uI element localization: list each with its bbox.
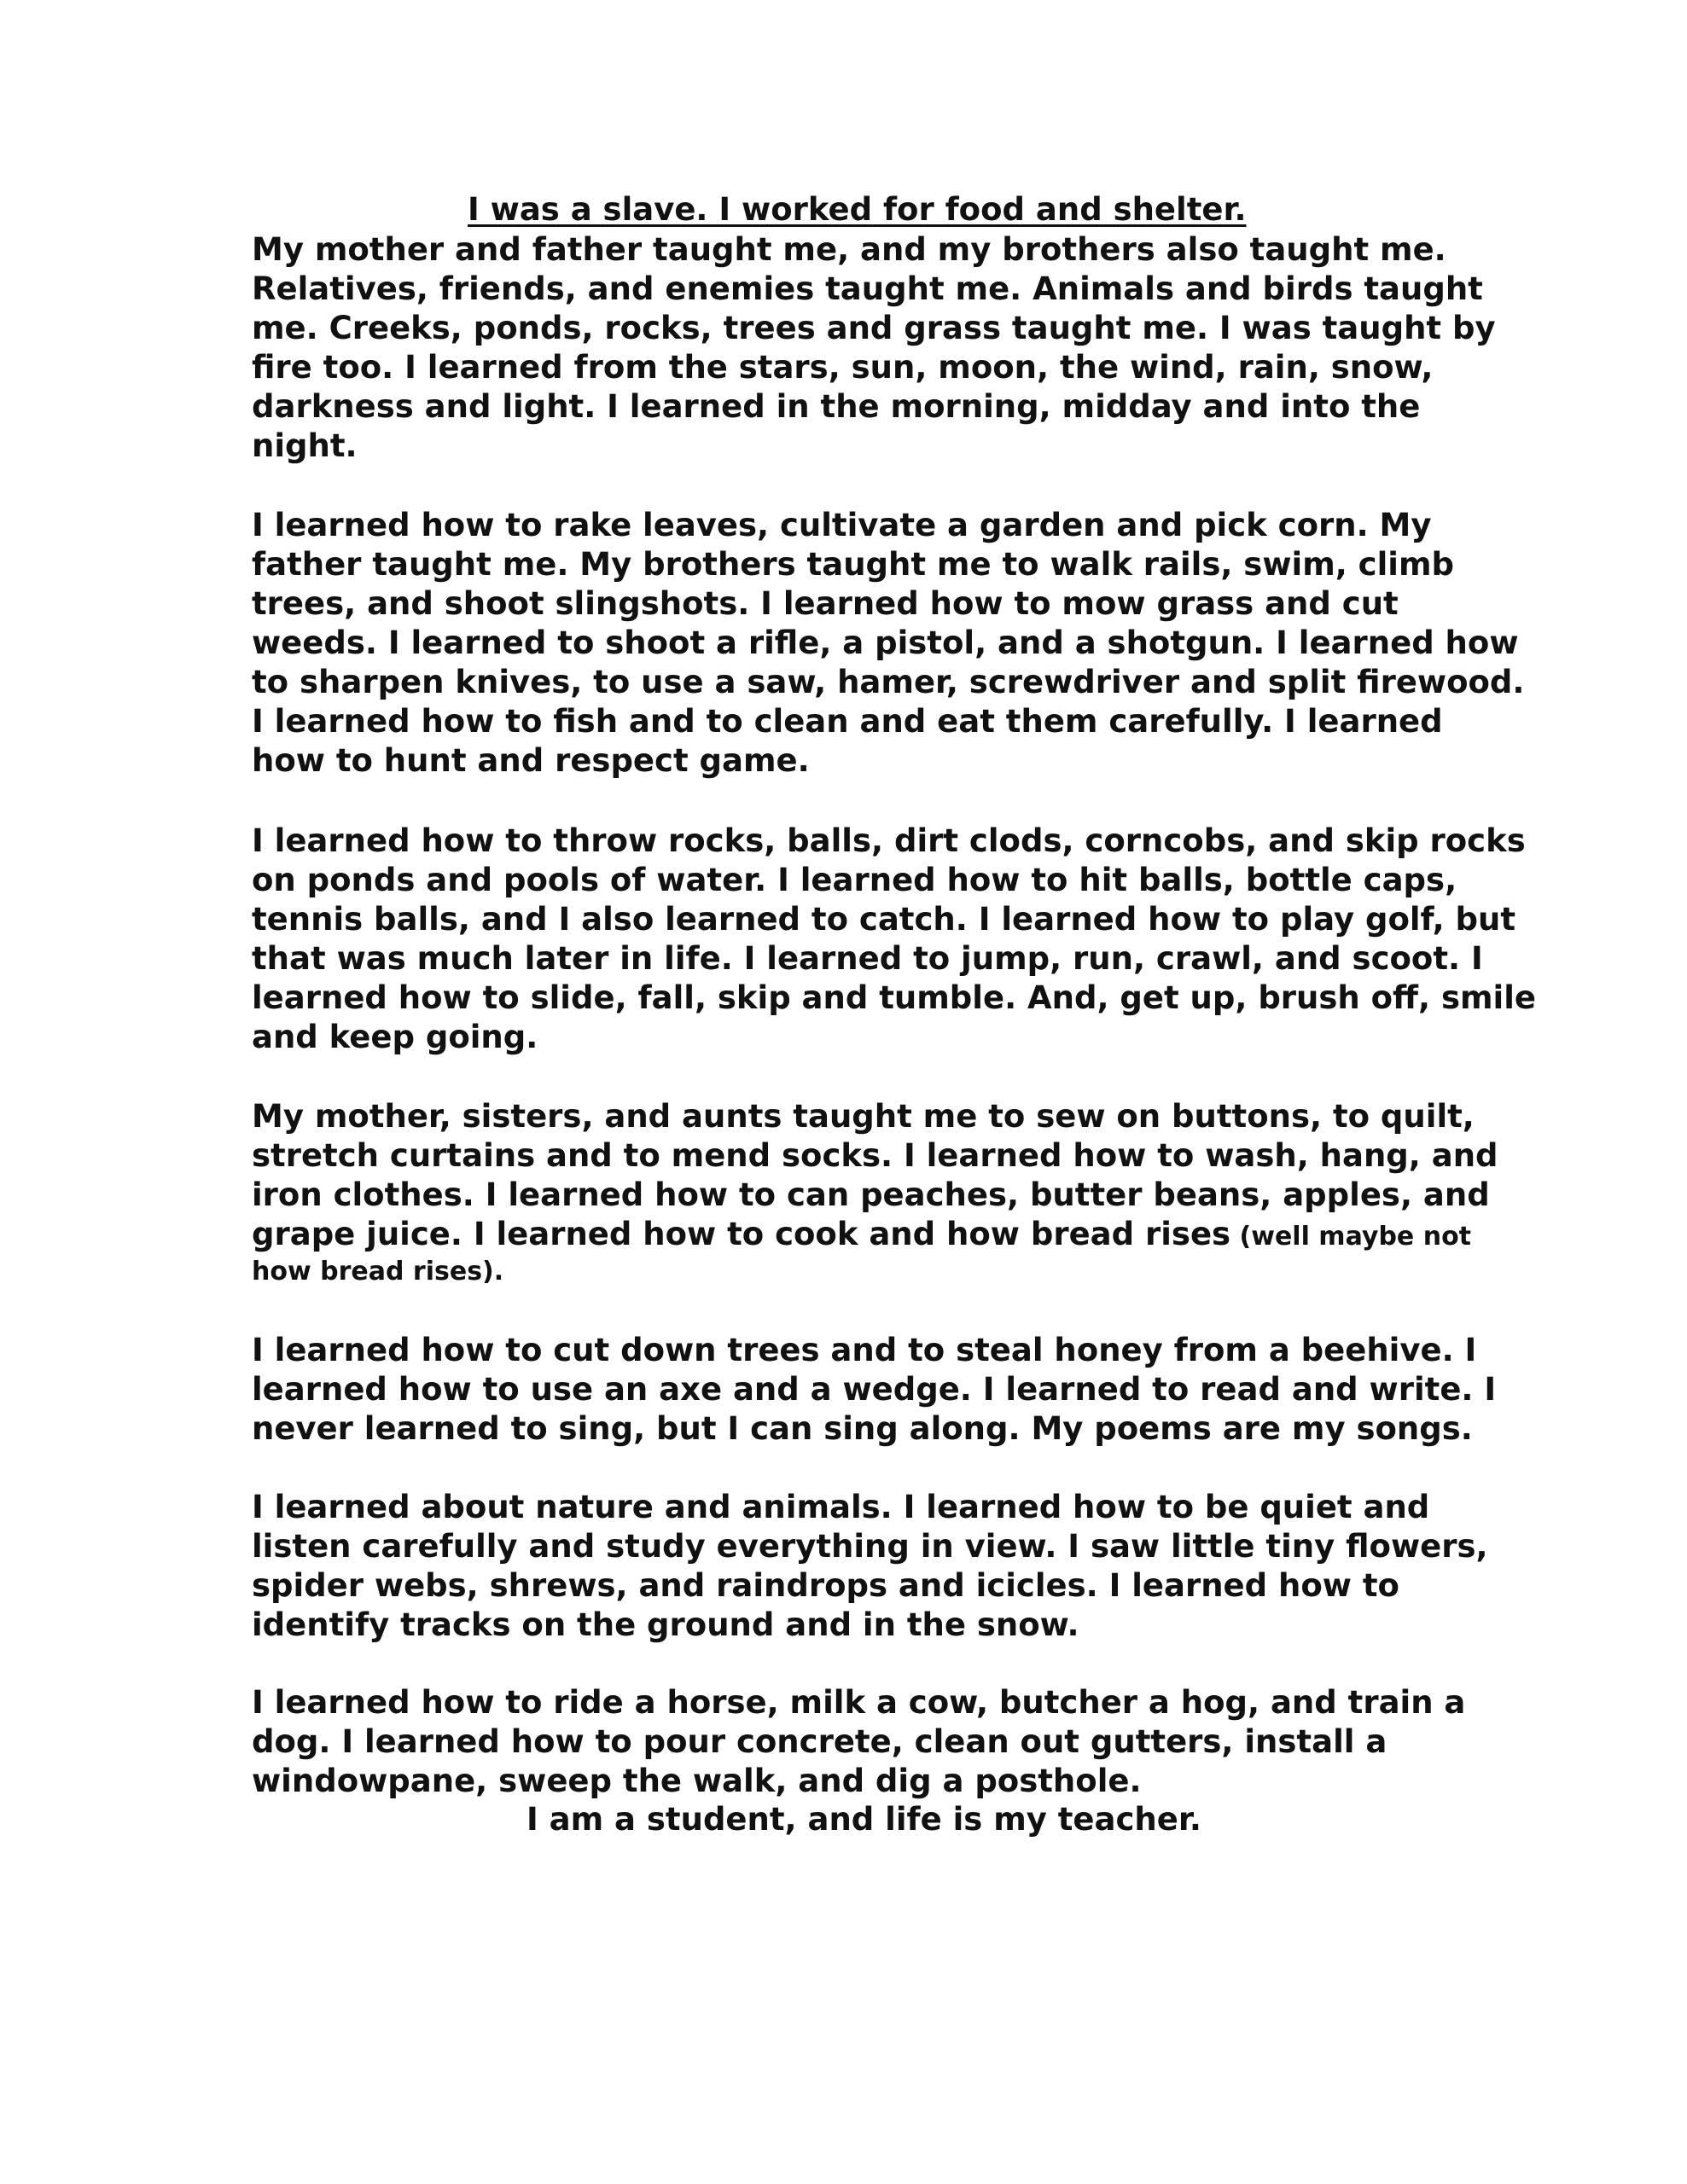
paragraph-1-line-6: night. [252,427,358,464]
paragraph-5-line-1: I learned how to cut down trees and to steal honey from a beehive. I [252,1332,1477,1368]
paragraph-2-line-2: father taught me. My brothers taught me to walk rails, swim, climb [252,546,1455,583]
paragraph-6-line-2: listen carefully and study everything in view. I saw little tiny flowers, [252,1528,1488,1565]
closing-line: I am a student, and life is my teacher. [526,1801,1201,1838]
paragraph-2-line-4: weeds. I learned to shoot a rifle, a pistol, and a shotgun. I learned how [252,624,1519,661]
paragraph-5-line-3: never learned to sing, but I can sing along. My poems are my songs. [252,1410,1473,1447]
paragraph-4-aside-end: how bread rises). [252,1257,504,1287]
paragraph-2-line-5: to sharpen knives, to use a saw, hamer, screwdriver and split firewood. [252,664,1525,700]
paragraph-3-line-1: I learned how to throw rocks, balls, dirt clods, corncobs, and skip rocks [252,822,1526,859]
paragraph-3-line-6: and keep going. [252,1019,538,1055]
paragraph-3-line-5: learned how to slide, fall, skip and tumble. And, get up, brush off, smile [252,979,1537,1016]
document-title: I was a slave. I worked for food and shelter. [468,191,1247,228]
paragraph-1-line-1: My mother and father taught me, and my brothers also taught me. [252,231,1446,268]
paragraph-4-line-4-text: grape juice. I learned how to cook and how bread rises [252,1216,1231,1252]
paragraph-4-line-2: stretch curtains and to mend socks. I learned how to wash, hang, and [252,1137,1498,1174]
paragraph-1-line-5: darkness and light. I learned in the morning, midday and into the [252,388,1421,425]
paragraph-6-line-1: I learned about nature and animals. I learned how to be quiet and [252,1489,1430,1525]
paragraph-2-line-7: how to hunt and respect game. [252,742,810,779]
paragraph-3-line-4: that was much later in life. I learned to jump, run, crawl, and scoot. I [252,940,1483,977]
paragraph-2-line-6: I learned how to fish and to clean and eat them carefully. I learned [252,703,1443,740]
paragraph-2-line-1: I learned how to rake leaves, cultivate a garden and pick corn. My [252,507,1432,543]
paragraph-4-line-4 [252,1215,1471,1257]
paragraph-6-line-4: identify tracks on the ground and in the snow. [252,1606,1079,1643]
paragraph-7-line-1: I learned how to ride a horse, milk a cow, butcher a hog, and train a [252,1684,1466,1721]
paragraph-3-line-2: on ponds and pools of water. I learned how to hit balls, bottle caps, [252,862,1457,898]
paragraph-7-line-3: windowpane, sweep the walk, and dig a posthole. [252,1763,1142,1799]
paragraph-1-line-4: fire too. I learned from the stars, sun, moon, the wind, rain, snow, [252,349,1434,386]
paragraph-2-line-3: trees, and shoot slingshots. I learned how to mow grass and cut [252,585,1399,622]
paragraph-7-line-2: dog. I learned how to pour concrete, clean out gutters, install a [252,1723,1387,1760]
paragraph-3-line-3: tennis balls, and I also learned to catch. I learned how to play golf, but [252,901,1516,938]
paragraph-1-line-3: me. Creeks, ponds, rocks, trees and grass taught me. I was taught by [252,310,1496,346]
paragraph-5-line-2: learned how to use an axe and a wedge. I learned to read and write. I [252,1371,1497,1408]
paragraph-6-line-3: spider webs, shrews, and raindrops and icicles. I learned how to [252,1567,1399,1604]
paragraph-4-line-1: My mother, sisters, and aunts taught me to sew on buttons, to quilt, [252,1098,1475,1135]
paragraph-4-line-3: iron clothes. I learned how to can peaches, butter beans, apples, and [252,1176,1490,1213]
paragraph-4-aside-start: (well maybe not [1230,1222,1472,1252]
paragraph-1-line-2: Relatives, friends, and enemies taught me. Animals and birds taught [252,270,1483,307]
